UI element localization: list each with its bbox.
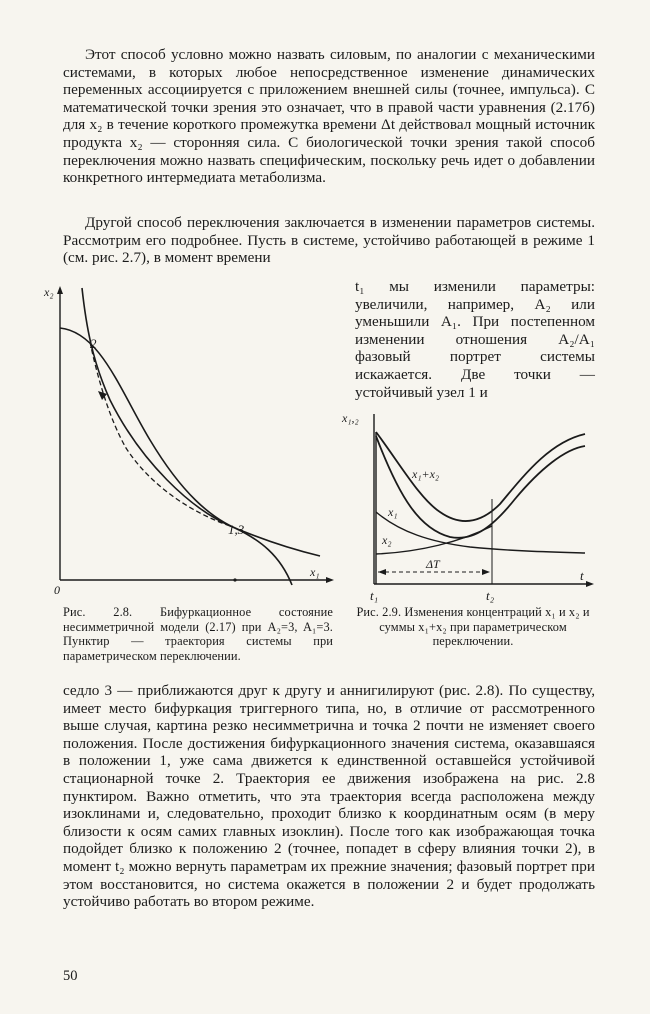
figure-2-9: [340, 404, 600, 604]
page-number: 50: [63, 968, 78, 984]
fig28-isocline-b: [82, 288, 292, 585]
paragraph-3: седло 3 — приближаются друг к другу и аннигилируют (рис. 2.8). По существу, имеет место бифуркация триггерного типа, но, в отличие от рассмотренного выше случая, картина резко несимметрична и точка 2 почти не изменяет своего положения. После достижения бифуркационного значения система, оказавшаяся в положении 1, уже сама движется к единственной оставшейся устойчивой стационарной точке 2. Траектория ее движения изображена на рис. 2.8 пунктиром. Важно отметить, что эта траектория всегда расположена между изоклинами и, следовательно, проходит близко к координатным осям (в меру близости к осям самих главных изоклин). После того как изображающая точка подойдет близко к положению 2 (точнее, попадет в сферу влияния точки 2), в момент t₂ можно вернуть параметрам их прежние значения; фазовый портрет при этом восстановится, но система окажется в положении 2 и будет продолжать устойчиво работать во втором режиме.: [63, 682, 595, 911]
fig28-y-arrow: [57, 286, 63, 294]
fig29-t2-label: t₂: [486, 588, 495, 603]
fig29-sum-label: x₁+x₂: [412, 467, 440, 481]
fig28-point-2-label: 2: [90, 336, 97, 351]
fig29-delta-right-arrow: [482, 569, 490, 575]
fig28-x-arrow: [326, 577, 334, 583]
fig29-delta-left-arrow: [378, 569, 386, 575]
fig28-origin-label: 0: [54, 583, 60, 597]
fig28-isocline-a: [60, 328, 320, 556]
fig29-x2-label: x₂: [382, 533, 392, 547]
fig29-sum-curve: [376, 432, 585, 521]
paragraph-1: Этот способ условно можно назвать силовым, по аналогии с механическими системами, в которых любое непосредственное изменение динамических переменных ассоциируется с приложением внешней силы (точнее, импульса). С математической точки зрения это означает, что в правой части уравнения (2.17б) для x₂ в течение короткого промежутка времени Δt действовал мощный источник продукта x₂ — сторонняя сила. С биологической точки зрения такой способ переключения можно назвать специфическим, поскольку речь идет о добавлении конкретного интермедиата метаболизма.: [63, 46, 595, 187]
figure-2-8: [30, 280, 340, 600]
fig29-x1-label: x₁: [388, 505, 398, 519]
fig28-x-label: x₁: [310, 565, 320, 579]
fig29-x-label: t: [580, 568, 584, 583]
fig29-t1-label: t₁: [370, 588, 379, 603]
figure-2-8-caption: Рис. 2.8. Бифуркационное состояние несимметричной модели (2.17) при A₂=3, A₁=3. Пунктир — траектория системы при параметрическом переключении.: [63, 605, 333, 663]
fig28-point-13-label: 1,3: [228, 522, 245, 537]
fig29-y-label: x₁,₂: [342, 411, 359, 425]
fig29-x1-curve: [376, 436, 585, 538]
fig29-delta-t-label: ΔT: [426, 557, 440, 571]
figure-2-9-caption: Рис. 2.9. Изменения концентраций x₁ и x₂ и суммы x₁+x₂ при параметрическом переключении.: [356, 605, 590, 649]
fig28-x-tick: [233, 578, 236, 581]
fig29-x-arrow: [586, 581, 594, 587]
paragraph-2-continuation: t₁ мы изменили параметры: увеличили, например, A₂ или уменьшили A₁. При постепенном изменении отношения A₂/A₁ фазовый портрет системы искажается. Две точки — устойчивый узел 1 и: [355, 278, 595, 401]
fig28-y-label: x₂: [44, 285, 54, 299]
paragraph-2: Другой способ переключения заключается в изменении параметров системы. Рассмотрим его подробнее. Пусть в системе, устойчиво работающей в режиме 1 (см. рис. 2.7), в момент времени: [63, 214, 595, 267]
